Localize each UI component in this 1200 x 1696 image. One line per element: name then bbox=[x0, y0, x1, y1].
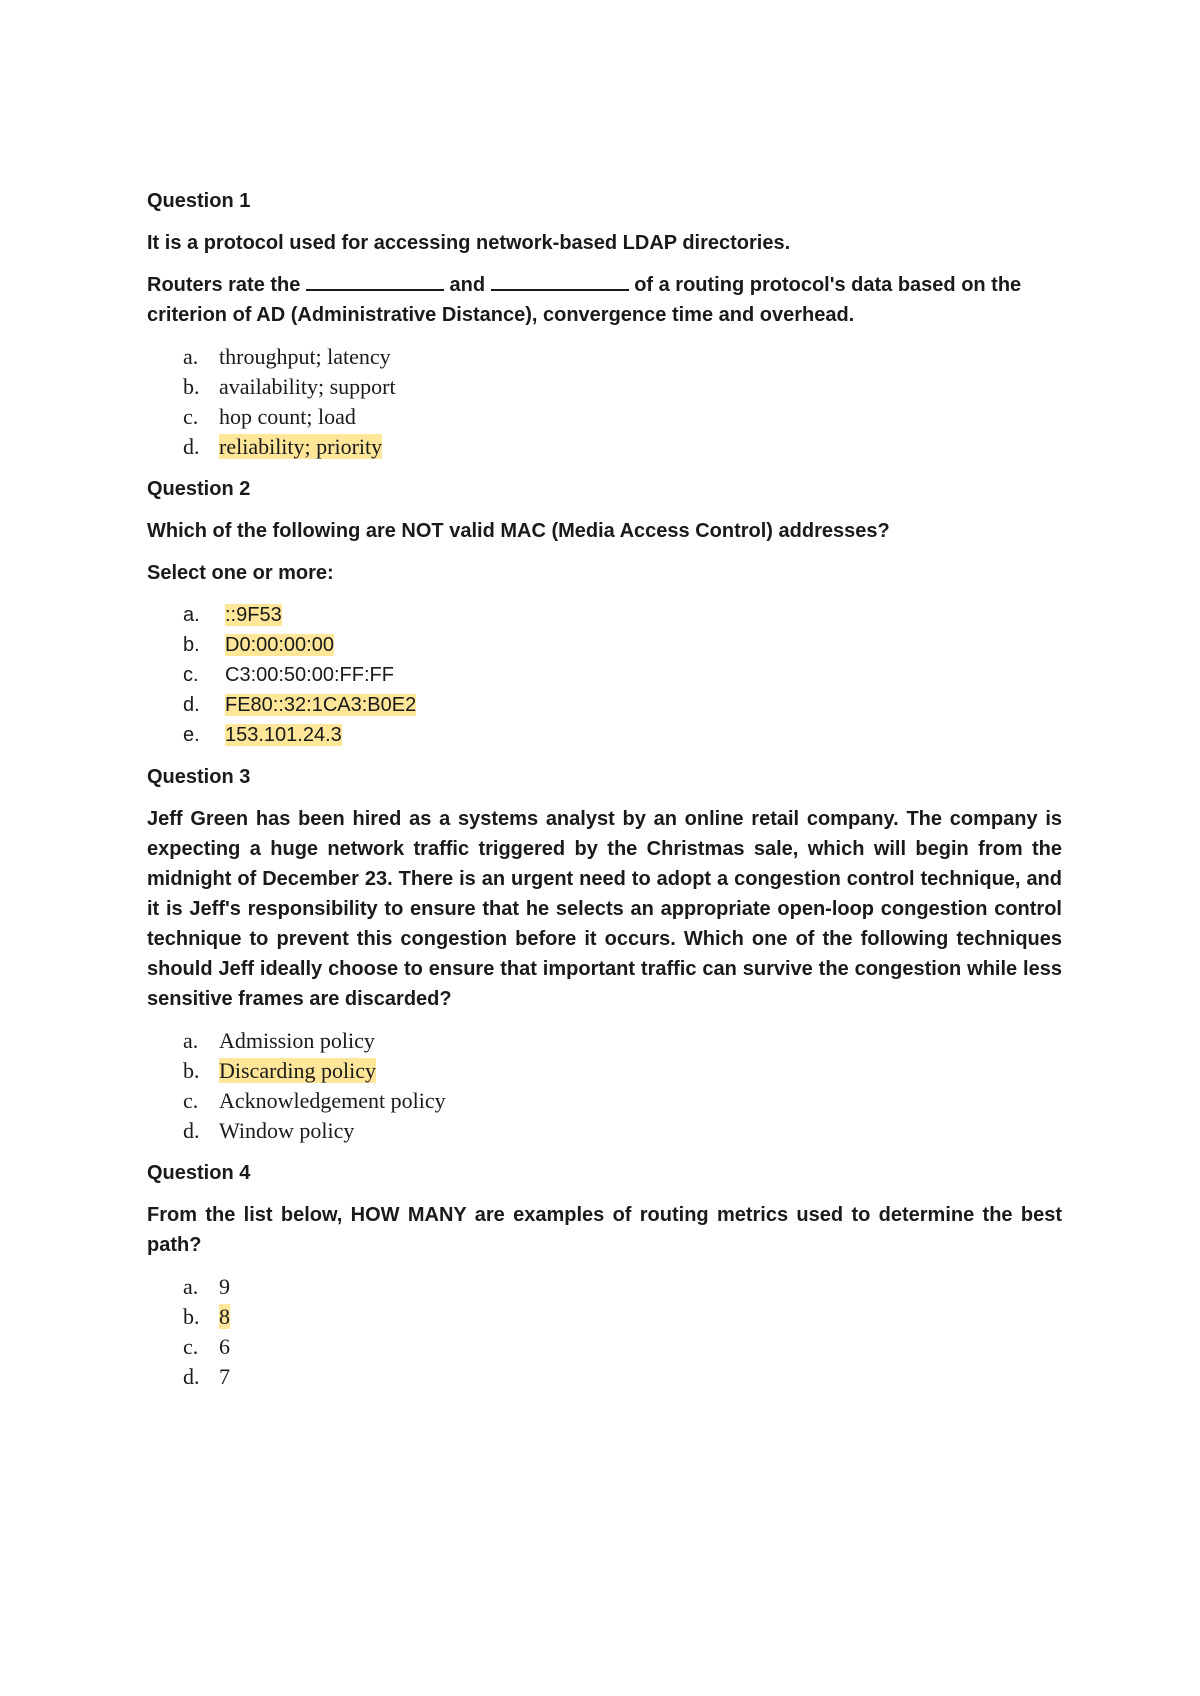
option-text: throughput; latency bbox=[219, 344, 391, 369]
option-text: Acknowledgement policy bbox=[219, 1088, 446, 1113]
option-text: D0:00:00:00 bbox=[225, 634, 334, 656]
option-letter: c. bbox=[183, 664, 199, 686]
question-text: Jeff Green has been hired as a systems analyst by an online retail company. The company is expecting a huge network traffic triggered by the Christmas sale, which will begin from the midnight of December 23. There is an urgent need to adopt a congestion control technique, and it is Jeff's responsibility to ensure that he selects an appropriate open-loop congestion control technique to prevent this congestion before it occurs. Which one of the following techniques should Jeff ideally choose to ensure that important traffic can survive the congestion while less sensitive frames are discarded? bbox=[147, 808, 1062, 1010]
option-letter: a. bbox=[183, 344, 199, 369]
option-letter: d. bbox=[183, 1364, 200, 1389]
answer-option bbox=[147, 1116, 1062, 1146]
option-text: 6 bbox=[219, 1334, 230, 1359]
answer-options bbox=[147, 342, 1062, 462]
answer-options bbox=[147, 600, 1062, 750]
question-3 bbox=[147, 762, 1062, 1146]
question-text: Which of the following are NOT valid MAC (Media Access Control) addresses? bbox=[147, 520, 890, 542]
option-text: ::9F53 bbox=[225, 604, 282, 626]
answer-options bbox=[147, 1026, 1062, 1146]
answer-option bbox=[147, 342, 1062, 372]
option-text: 153.101.24.3 bbox=[225, 724, 342, 746]
option-letter: a. bbox=[183, 604, 200, 626]
answer-option bbox=[147, 660, 1062, 690]
option-letter: a. bbox=[183, 1274, 199, 1299]
question-text-part: of a routing protocol's data based on the criterion of AD (Administrative Distance), convergence time and overhead. bbox=[147, 274, 1022, 326]
option-text: C3:00:50:00:FF:FF bbox=[225, 664, 394, 686]
question-4 bbox=[147, 1158, 1062, 1392]
answer-option-highlighted bbox=[147, 1056, 1062, 1086]
option-letter: c. bbox=[183, 404, 199, 429]
question-2 bbox=[147, 474, 1062, 750]
answer-option bbox=[147, 372, 1062, 402]
option-text: hop count; load bbox=[219, 404, 356, 429]
option-letter: b. bbox=[183, 634, 200, 656]
question-intro: It is a protocol used for accessing network-based LDAP directories. bbox=[147, 232, 791, 254]
answer-option-highlighted bbox=[147, 720, 1062, 750]
answer-option bbox=[147, 1362, 1062, 1392]
option-letter: d. bbox=[183, 1118, 200, 1143]
question-text-part: Routers rate the bbox=[147, 274, 301, 296]
answer-option bbox=[147, 402, 1062, 432]
answer-options bbox=[147, 1272, 1062, 1392]
answer-option bbox=[147, 1026, 1062, 1056]
option-letter: c. bbox=[183, 1334, 199, 1359]
option-text: reliability; priority bbox=[219, 434, 383, 459]
option-letter: c. bbox=[183, 1088, 199, 1113]
question-1 bbox=[147, 186, 1062, 462]
option-text: 9 bbox=[219, 1274, 230, 1299]
document-content bbox=[147, 186, 1062, 1404]
option-text: Window policy bbox=[219, 1118, 355, 1143]
question-text bbox=[147, 270, 1062, 330]
option-text: Discarding policy bbox=[219, 1058, 377, 1083]
option-letter: d. bbox=[183, 434, 200, 459]
answer-option bbox=[147, 1086, 1062, 1116]
question-text: From the list below, HOW MANY are examples of routing metrics used to determine the best path? bbox=[147, 1204, 1062, 1256]
option-text: FE80::32:1CA3:B0E2 bbox=[225, 694, 417, 716]
question-title: Question 2 bbox=[147, 478, 251, 500]
question-title: Question 1 bbox=[147, 190, 251, 212]
answer-option-highlighted bbox=[147, 630, 1062, 660]
option-letter: e. bbox=[183, 724, 200, 746]
answer-option-highlighted bbox=[147, 1302, 1062, 1332]
question-title: Question 4 bbox=[147, 1162, 251, 1184]
option-letter: a. bbox=[183, 1028, 199, 1053]
option-letter: b. bbox=[183, 1058, 200, 1083]
option-text: Admission policy bbox=[219, 1028, 375, 1053]
question-text-part: and bbox=[449, 274, 486, 296]
answer-option-highlighted bbox=[147, 600, 1062, 630]
answer-option-highlighted bbox=[147, 690, 1062, 720]
answer-option-highlighted bbox=[147, 432, 1062, 462]
question-title: Question 3 bbox=[147, 766, 251, 788]
answer-option bbox=[147, 1332, 1062, 1362]
option-letter: d. bbox=[183, 694, 200, 716]
question-instruction: Select one or more: bbox=[147, 562, 334, 584]
option-text: 8 bbox=[219, 1304, 230, 1329]
option-letter: b. bbox=[183, 1304, 200, 1329]
option-text: 7 bbox=[219, 1364, 230, 1389]
option-text: availability; support bbox=[219, 374, 396, 399]
option-letter: b. bbox=[183, 374, 200, 399]
fill-in-blank bbox=[306, 271, 444, 291]
fill-in-blank bbox=[491, 271, 629, 291]
answer-option bbox=[147, 1272, 1062, 1302]
